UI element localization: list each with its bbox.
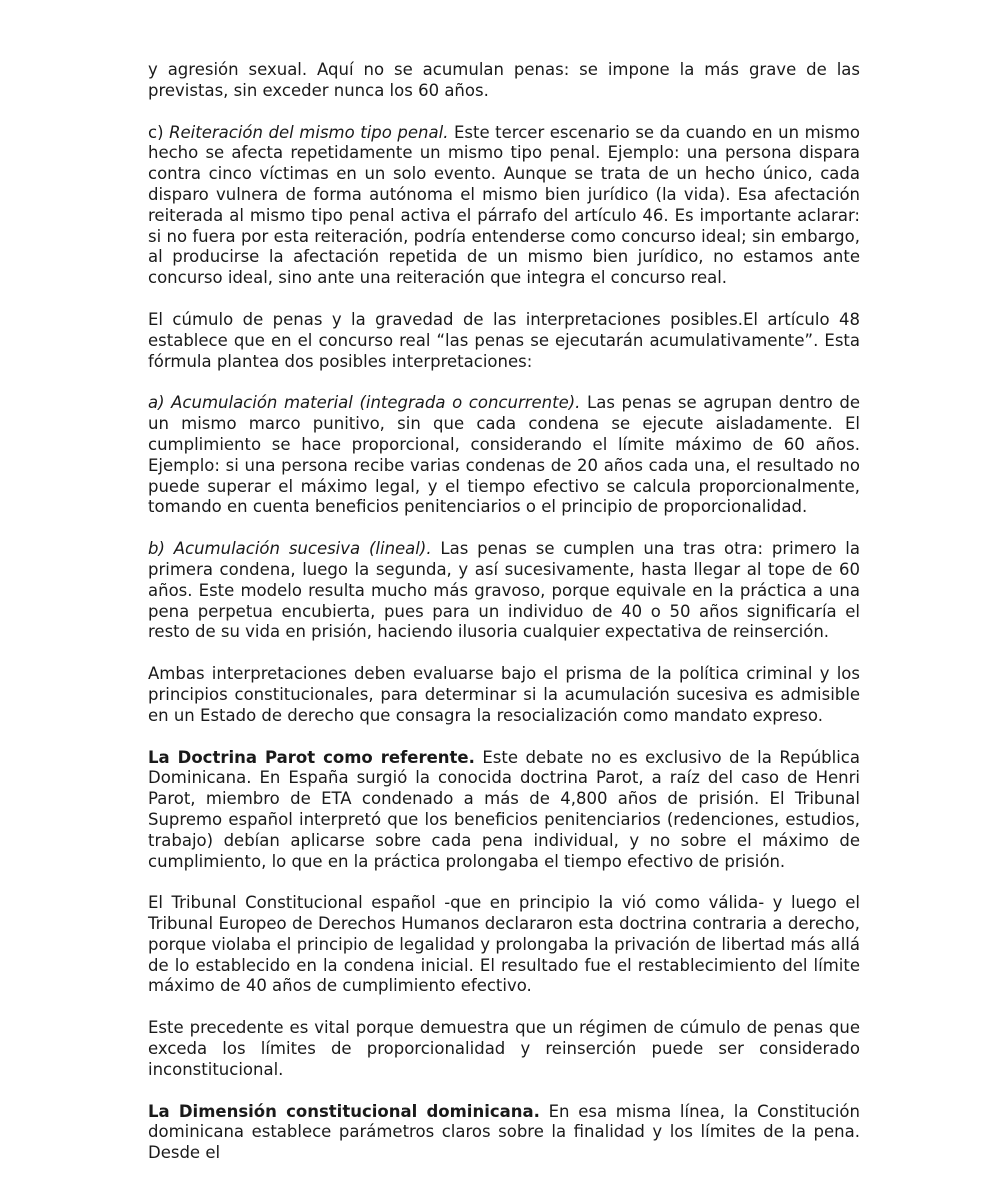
- paragraph-text: Las penas se agrupan dentro de un mismo marco punitivo, sin que cada condena se ejecute aisladamente. El cumplimiento se hace proporcional, considerando el límite máximo de 60 años. Ejemplo: si una persona recibe varias condenas de 20 años cada una, el resultado no puede superar el máximo legal, y el tiempo efectivo se calcula proporcionalmente, tomando en cuenta beneficios penitenciarios o el principio de proporcionalidad.: [148, 393, 860, 517]
- paragraph-precedente: [148, 1018, 860, 1080]
- paragraph-text: En esa misma línea, la Constitución dominicana establece parámetros claros sobre la finalidad y los límites de la pena. Desde el: [148, 1101, 860, 1163]
- paragraph-text: El cúmulo de penas y la gravedad de las interpretaciones posibles.El artículo 48 establece que en el concurso real “las penas se ejecutarán acumulativamente”. Esta fórmula plantea dos posibles interpretaciones:: [148, 309, 860, 371]
- paragraph-text: Las penas se cumplen una tras otra: primero la primera condena, luego la segunda, y así sucesivamente, hasta llegar al tope de 60 años. Este modelo resulta mucho más gravoso, porque equivale en la práctica a una pena perpetua encubierta, pues para un individuo de 40 o 50 años significaría el resto de su vida en prisión, haciendo ilusoria cualquier expectativa de reinserción.: [148, 539, 860, 642]
- paragraph-reiteracion: [148, 123, 860, 289]
- paragraph-doctrina-parot: [148, 748, 860, 873]
- paragraph-agresion-sexual: [148, 60, 860, 102]
- paragraph-lead-bold: La Doctrina Parot como referente.: [148, 747, 475, 767]
- paragraph-cumulo-penas: [148, 310, 860, 372]
- paragraph-ambas-interpretaciones: [148, 664, 860, 726]
- paragraph-acumulacion-material: [148, 393, 860, 518]
- paragraph-lead-italic: a) Acumulación material (integrada o concurrente).: [148, 393, 581, 413]
- paragraph-lead-italic: Reiteración del mismo tipo penal.: [169, 122, 449, 142]
- paragraph-lead-italic: b) Acumulación sucesiva (lineal).: [148, 539, 432, 559]
- paragraph-text: Ambas interpretaciones deben evaluarse bajo el prisma de la política criminal y los principios constitucionales, para determinar si la acumulación sucesiva es admisible en un Estado de derecho que consagra la resocialización como mandato expreso.: [148, 664, 860, 725]
- paragraph-text: Este tercer escenario se da cuando en un mismo hecho se afecta repetidamente un mismo tipo penal. Ejemplo: una persona dispara contra cinco víctimas en un solo evento. Aunque se trata de un hecho único, cada disparo vulnera de forma autónoma el mismo bien jurídico (la vida). Esa afectación reiterada al mismo tipo penal activa el párrafo del artículo 46. Es importante aclarar: si no fuera por esta reiteración, podría entenderse como concurso ideal; sin embargo, al producirse la afectación repetida de un mismo bien jurídico, no estamos ante concurso ideal, sino ante una reiteración que integra el concurso real.: [148, 122, 860, 288]
- paragraph-text: Este debate no es exclusivo de la República Dominicana. En España surgió la conocida doctrina Parot, a raíz del caso de Henri Parot, miembro de ETA condenado a más de 4,800 años de prisión. El Tribunal Supremo español interpretó que los beneficios penitenciarios (redenciones, estudios, trabajo) debían aplicarse sobre cada pena individual, y no sobre el máximo de cumplimiento, lo que en la práctica prolongaba el tiempo efectivo de prisión.: [148, 747, 860, 871]
- paragraph-text: El Tribunal Constitucional español -que en principio la vió como válida- y luego el Tribunal Europeo de Derechos Humanos declararon esta doctrina contraria a derecho, porque violaba el principio de legalidad y prolongaba la privación de libertad más allá de lo establecido en la condena inicial. El resultado fue el restablecimiento del límite máximo de 40 años de cumplimiento efectivo.: [148, 893, 860, 996]
- paragraph-text: y agresión sexual. Aquí no se acumulan penas: se impone la más grave de las previstas, sin exceder nunca los 60 años.: [148, 60, 860, 100]
- paragraph-prefix: c): [148, 122, 170, 142]
- paragraph-dimension-constitucional: [148, 1102, 860, 1164]
- paragraph-text: Este precedente es vital porque demuestra que un régimen de cúmulo de penas que exceda los límites de proporcionalidad y reinserción puede ser considerado inconstitucional.: [148, 1018, 860, 1079]
- paragraph-tribunal-constitucional: [148, 893, 860, 997]
- paragraph-lead-bold: La Dimensión constitucional dominicana.: [148, 1101, 540, 1121]
- document-page: [148, 60, 860, 1164]
- paragraph-acumulacion-sucesiva: [148, 539, 860, 643]
